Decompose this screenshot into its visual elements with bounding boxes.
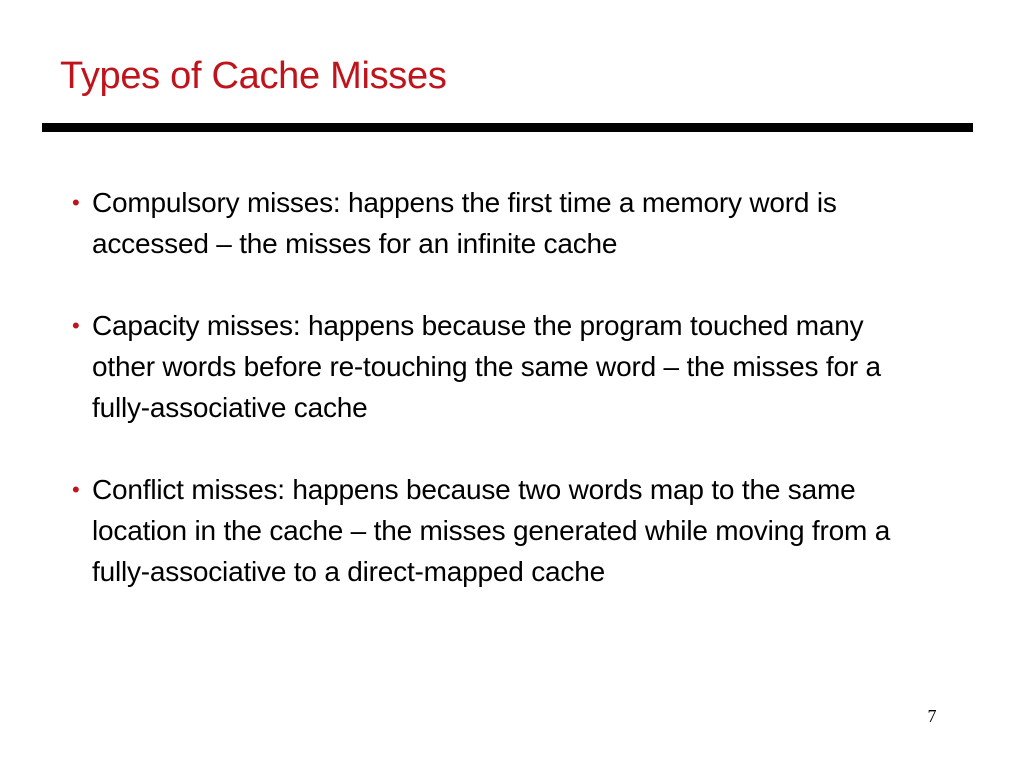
bullet-list <box>70 182 930 633</box>
bullet-dot-icon: • <box>72 313 80 338</box>
bullet-conflict-misses <box>70 469 930 592</box>
bullet-text: Capacity misses: happens because the program touched many other words before re-touching the same word – the misses for a fully-associative cache <box>92 310 881 423</box>
bullet-text: Conflict misses: happens because two words map to the same location in the cache – the misses generated while moving from a fully-associative to a direct-mapped cache <box>92 474 891 587</box>
bullet-dot-icon: • <box>72 190 80 215</box>
bullet-capacity-misses <box>70 305 930 428</box>
page-number: 7 <box>927 706 937 726</box>
title-divider <box>42 123 973 132</box>
bullet-dot-icon: • <box>72 477 80 502</box>
bullet-text: Compulsory misses: happens the first time a memory word is accessed – the misses for an infinite cache <box>92 187 837 259</box>
slide-title: Types of Cache Misses <box>60 55 447 97</box>
bullet-compulsory-misses <box>70 182 930 264</box>
